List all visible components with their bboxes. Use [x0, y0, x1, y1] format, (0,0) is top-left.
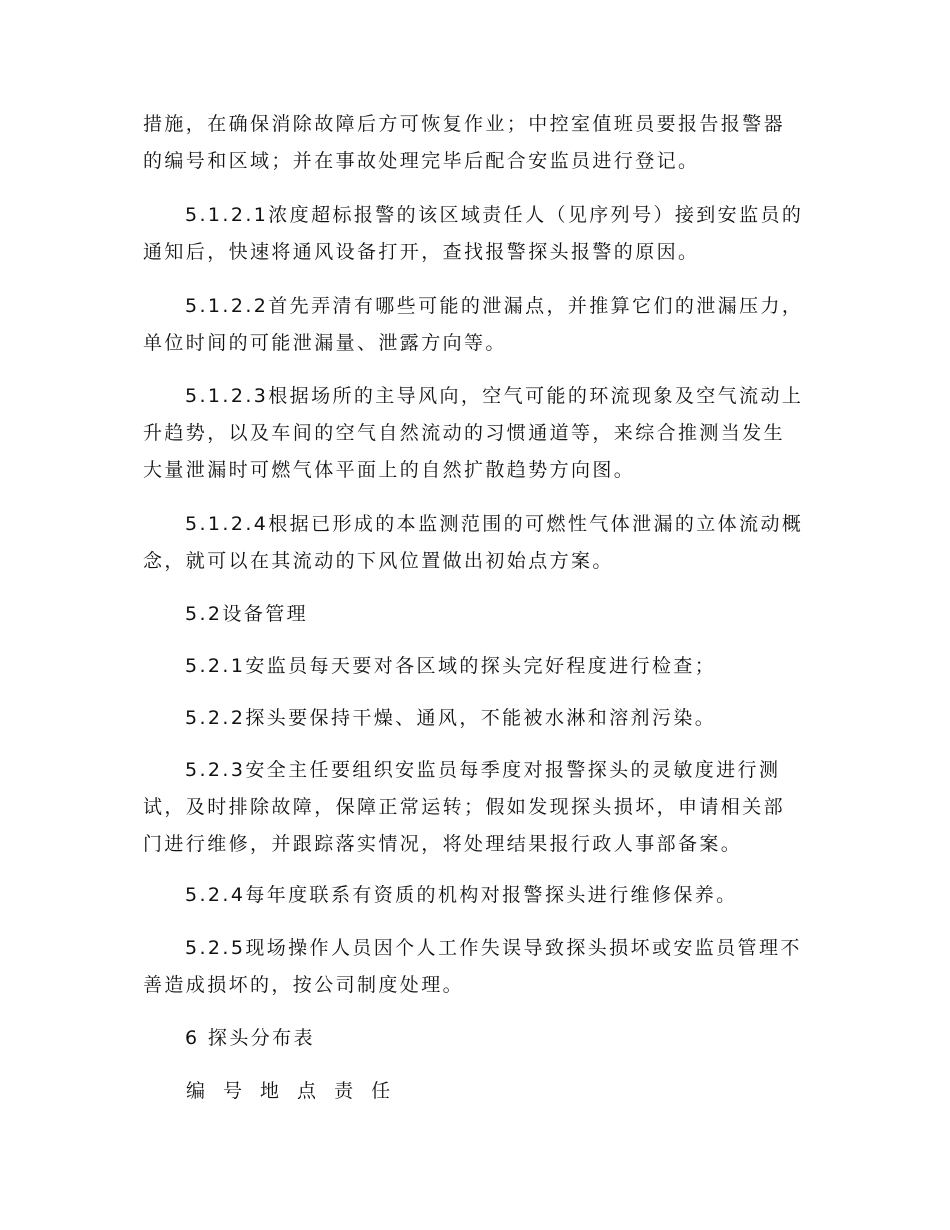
text-line: 5.1.2.4根据已形成的本监测范围的可燃性气体泄漏的立体流动概: [185, 513, 804, 535]
text-line: 门进行维修，并跟踪落实情况，将处理结果报行政人事部备案。: [143, 833, 743, 855]
table-header-char: 号: [223, 1080, 245, 1102]
text-line: 单位时间的可能泄漏量、泄露方向等。: [143, 332, 507, 354]
paragraph-5-1-2-3: [143, 378, 813, 489]
paragraph-5-2-3: [143, 752, 813, 863]
paragraph-5-2-2: [143, 700, 813, 737]
table-header-char: 地: [260, 1080, 282, 1102]
text-line: 5.1.2.3根据场所的主导风向，空气可能的环流现象及空气流动上: [185, 385, 804, 407]
heading-5-2: [143, 596, 813, 633]
text-line: 5.1.2.1浓度超标报警的该区域责任人（见序列号）接到安监员的: [185, 204, 804, 226]
text-line: 5.2.4每年度联系有资质的机构对报警探头进行维修保养。: [185, 884, 738, 906]
paragraph-continuation: [143, 106, 813, 180]
text-line: 6 探头分布表: [185, 1027, 315, 1049]
text-line: 念，就可以在其流动的下风位置做出初始点方案。: [143, 550, 614, 572]
heading-6: [143, 1020, 813, 1057]
table-header-char: 点: [297, 1080, 319, 1102]
text-line: 的编号和区域；并在事故处理完毕后配合安监员进行登记。: [143, 150, 700, 172]
text-line: 试，及时排除故障，保障正常运转；假如发现探头损坏，申请相关部: [143, 796, 786, 818]
text-line: 5.2.3安全主任要组织安监员每季度对报警探头的灵敏度进行测: [185, 759, 781, 781]
paragraph-5-1-2-4: [143, 506, 813, 580]
table-header-char: 责: [334, 1080, 356, 1102]
text-line: 措施，在确保消除故障后方可恢复作业；中控室值班员要报告报警器: [143, 113, 786, 135]
text-line: 升趋势，以及车间的空气自然流动的习惯通道等，来综合推测当发生: [143, 422, 786, 444]
text-line: 5.2.2探头要保持干燥、通风，不能被水淋和溶剂污染。: [185, 707, 717, 729]
paragraph-5-2-1: [143, 648, 813, 685]
paragraph-5-1-2-1: [143, 197, 813, 271]
table-header-char: 编: [186, 1080, 208, 1102]
text-line: 善造成损坏的，按公司制度处理。: [143, 974, 465, 996]
text-line: 5.2设备管理: [185, 603, 309, 625]
table-header-char: 任: [371, 1080, 393, 1102]
text-line: 5.2.5现场操作人员因个人工作失误导致探头损坏或安监员管理不: [185, 937, 802, 959]
paragraph-5-2-5: [143, 930, 813, 1004]
text-line: 大量泄漏时可燃气体平面上的自然扩散趋势方向图。: [143, 459, 636, 481]
paragraph-5-1-2-2: [143, 288, 813, 362]
paragraph-5-2-4: [143, 877, 813, 914]
text-line: 5.2.1安监员每天要对各区域的探头完好程度进行检查；: [185, 655, 717, 677]
table-header-row: [186, 1073, 408, 1110]
text-line: 5.1.2.2首先弄清有哪些可能的泄漏点，并推算它们的泄漏压力，: [185, 295, 804, 317]
text-line: 通知后，快速将通风设备打开，查找报警探头报警的原因。: [143, 241, 700, 263]
